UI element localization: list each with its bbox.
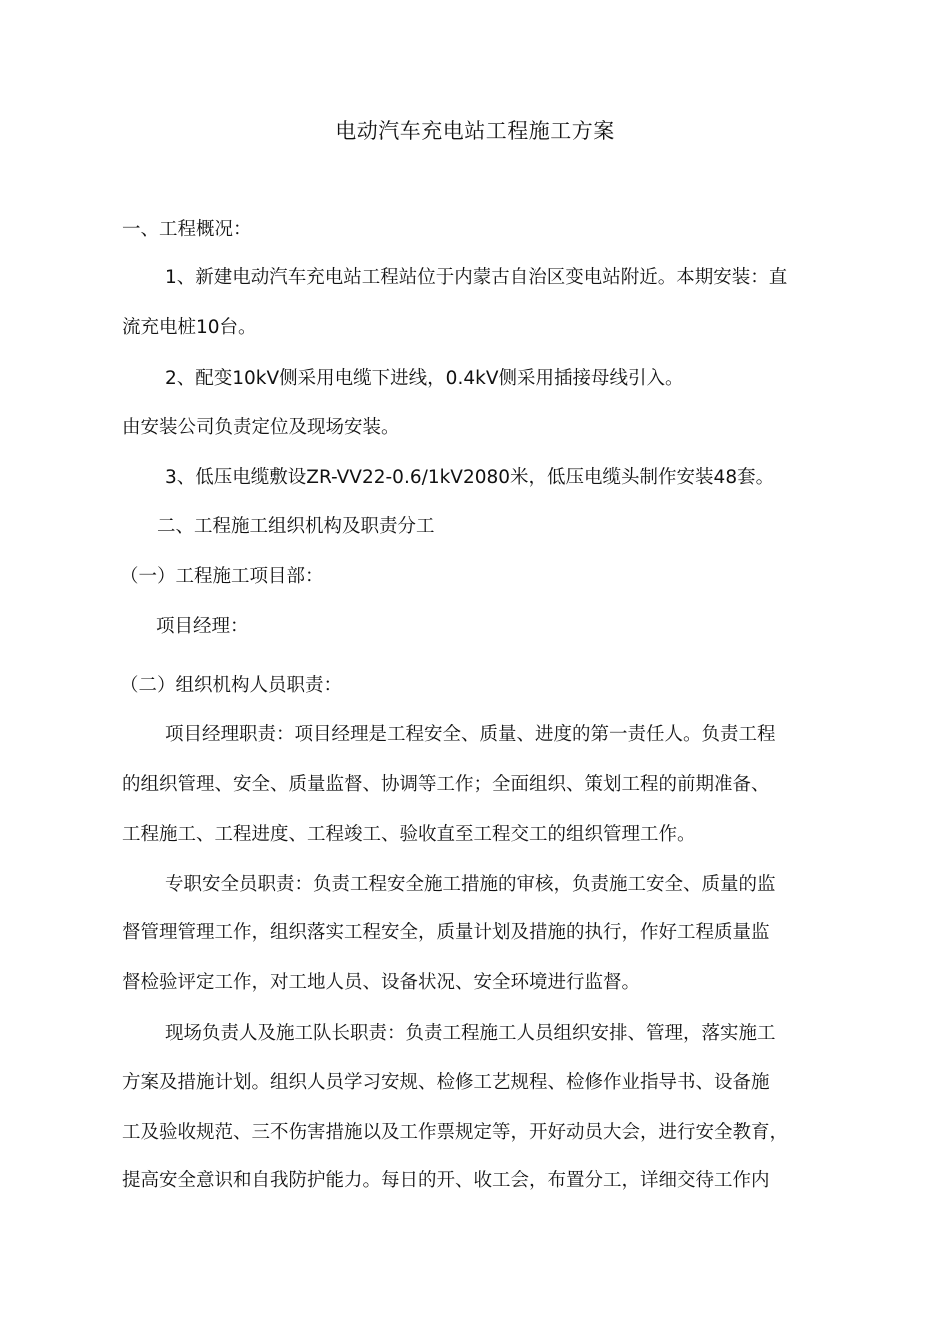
paragraph-line: 工及验收规范、三不伤害措施以及工作票规定等，开好动员大会，进行安全教育， (122, 1122, 789, 1143)
paragraph-line: 督检验评定工作，对工地人员、设备状况、安全环境进行监督。 (122, 972, 641, 993)
paragraph-line: 3、低压电缆敷设ZR-VV22-0.6/1kV2080米，低压电缆头制作安装48套。 (165, 467, 775, 488)
paragraph-line: 项目经理： (156, 616, 249, 637)
paragraph-line: 督管理管理工作，组织落实工程安全，质量计划及措施的执行，作好工程质量监 (122, 922, 770, 943)
paragraph-line: 提高安全意识和自我防护能力。每日的开、收工会，布置分工，详细交待工作内 (122, 1170, 770, 1191)
paragraph-line: 专职安全员职责：负责工程安全施工措施的审核，负责施工安全、质量的监 (165, 874, 776, 895)
section-heading-organization: 二、工程施工组织机构及职责分工 (157, 516, 435, 537)
subsection-heading-project-dept: （一）工程施工项目部： (120, 566, 324, 587)
paragraph-line: 项目经理职责：项目经理是工程安全、质量、进度的第一责任人。负责工程 (165, 724, 776, 745)
paragraph-line: 的组织管理、安全、质量监督、协调等工作；全面组织、策划工程的前期准备、 (122, 774, 770, 795)
section-heading-overview: 一、工程概况： (122, 219, 252, 240)
paragraph-line: 方案及措施计划。组织人员学习安规、检修工艺规程、检修作业指导书、设备施 (122, 1072, 770, 1093)
paragraph-line: 现场负责人及施工队长职责：负责工程施工人员组织安排、管理，落实施工 (165, 1023, 776, 1044)
paragraph-line: 2、配变10kV侧采用电缆下进线，0.4kV侧采用插接母线引入。 (165, 368, 684, 389)
document-title: 电动汽车充电站工程施工方案 (335, 119, 615, 143)
subsection-heading-duties: （二）组织机构人员职责： (120, 675, 343, 696)
paragraph-line: 1、新建电动汽车充电站工程站位于内蒙古自治区变电站附近。本期安装：直 (165, 267, 788, 288)
paragraph-line: 由安装公司负责定位及现场安装。 (122, 417, 400, 438)
paragraph-line: 工程施工、工程进度、工程竣工、验收直至工程交工的组织管理工作。 (122, 824, 696, 845)
paragraph-line: 流充电桩10台。 (122, 317, 257, 338)
